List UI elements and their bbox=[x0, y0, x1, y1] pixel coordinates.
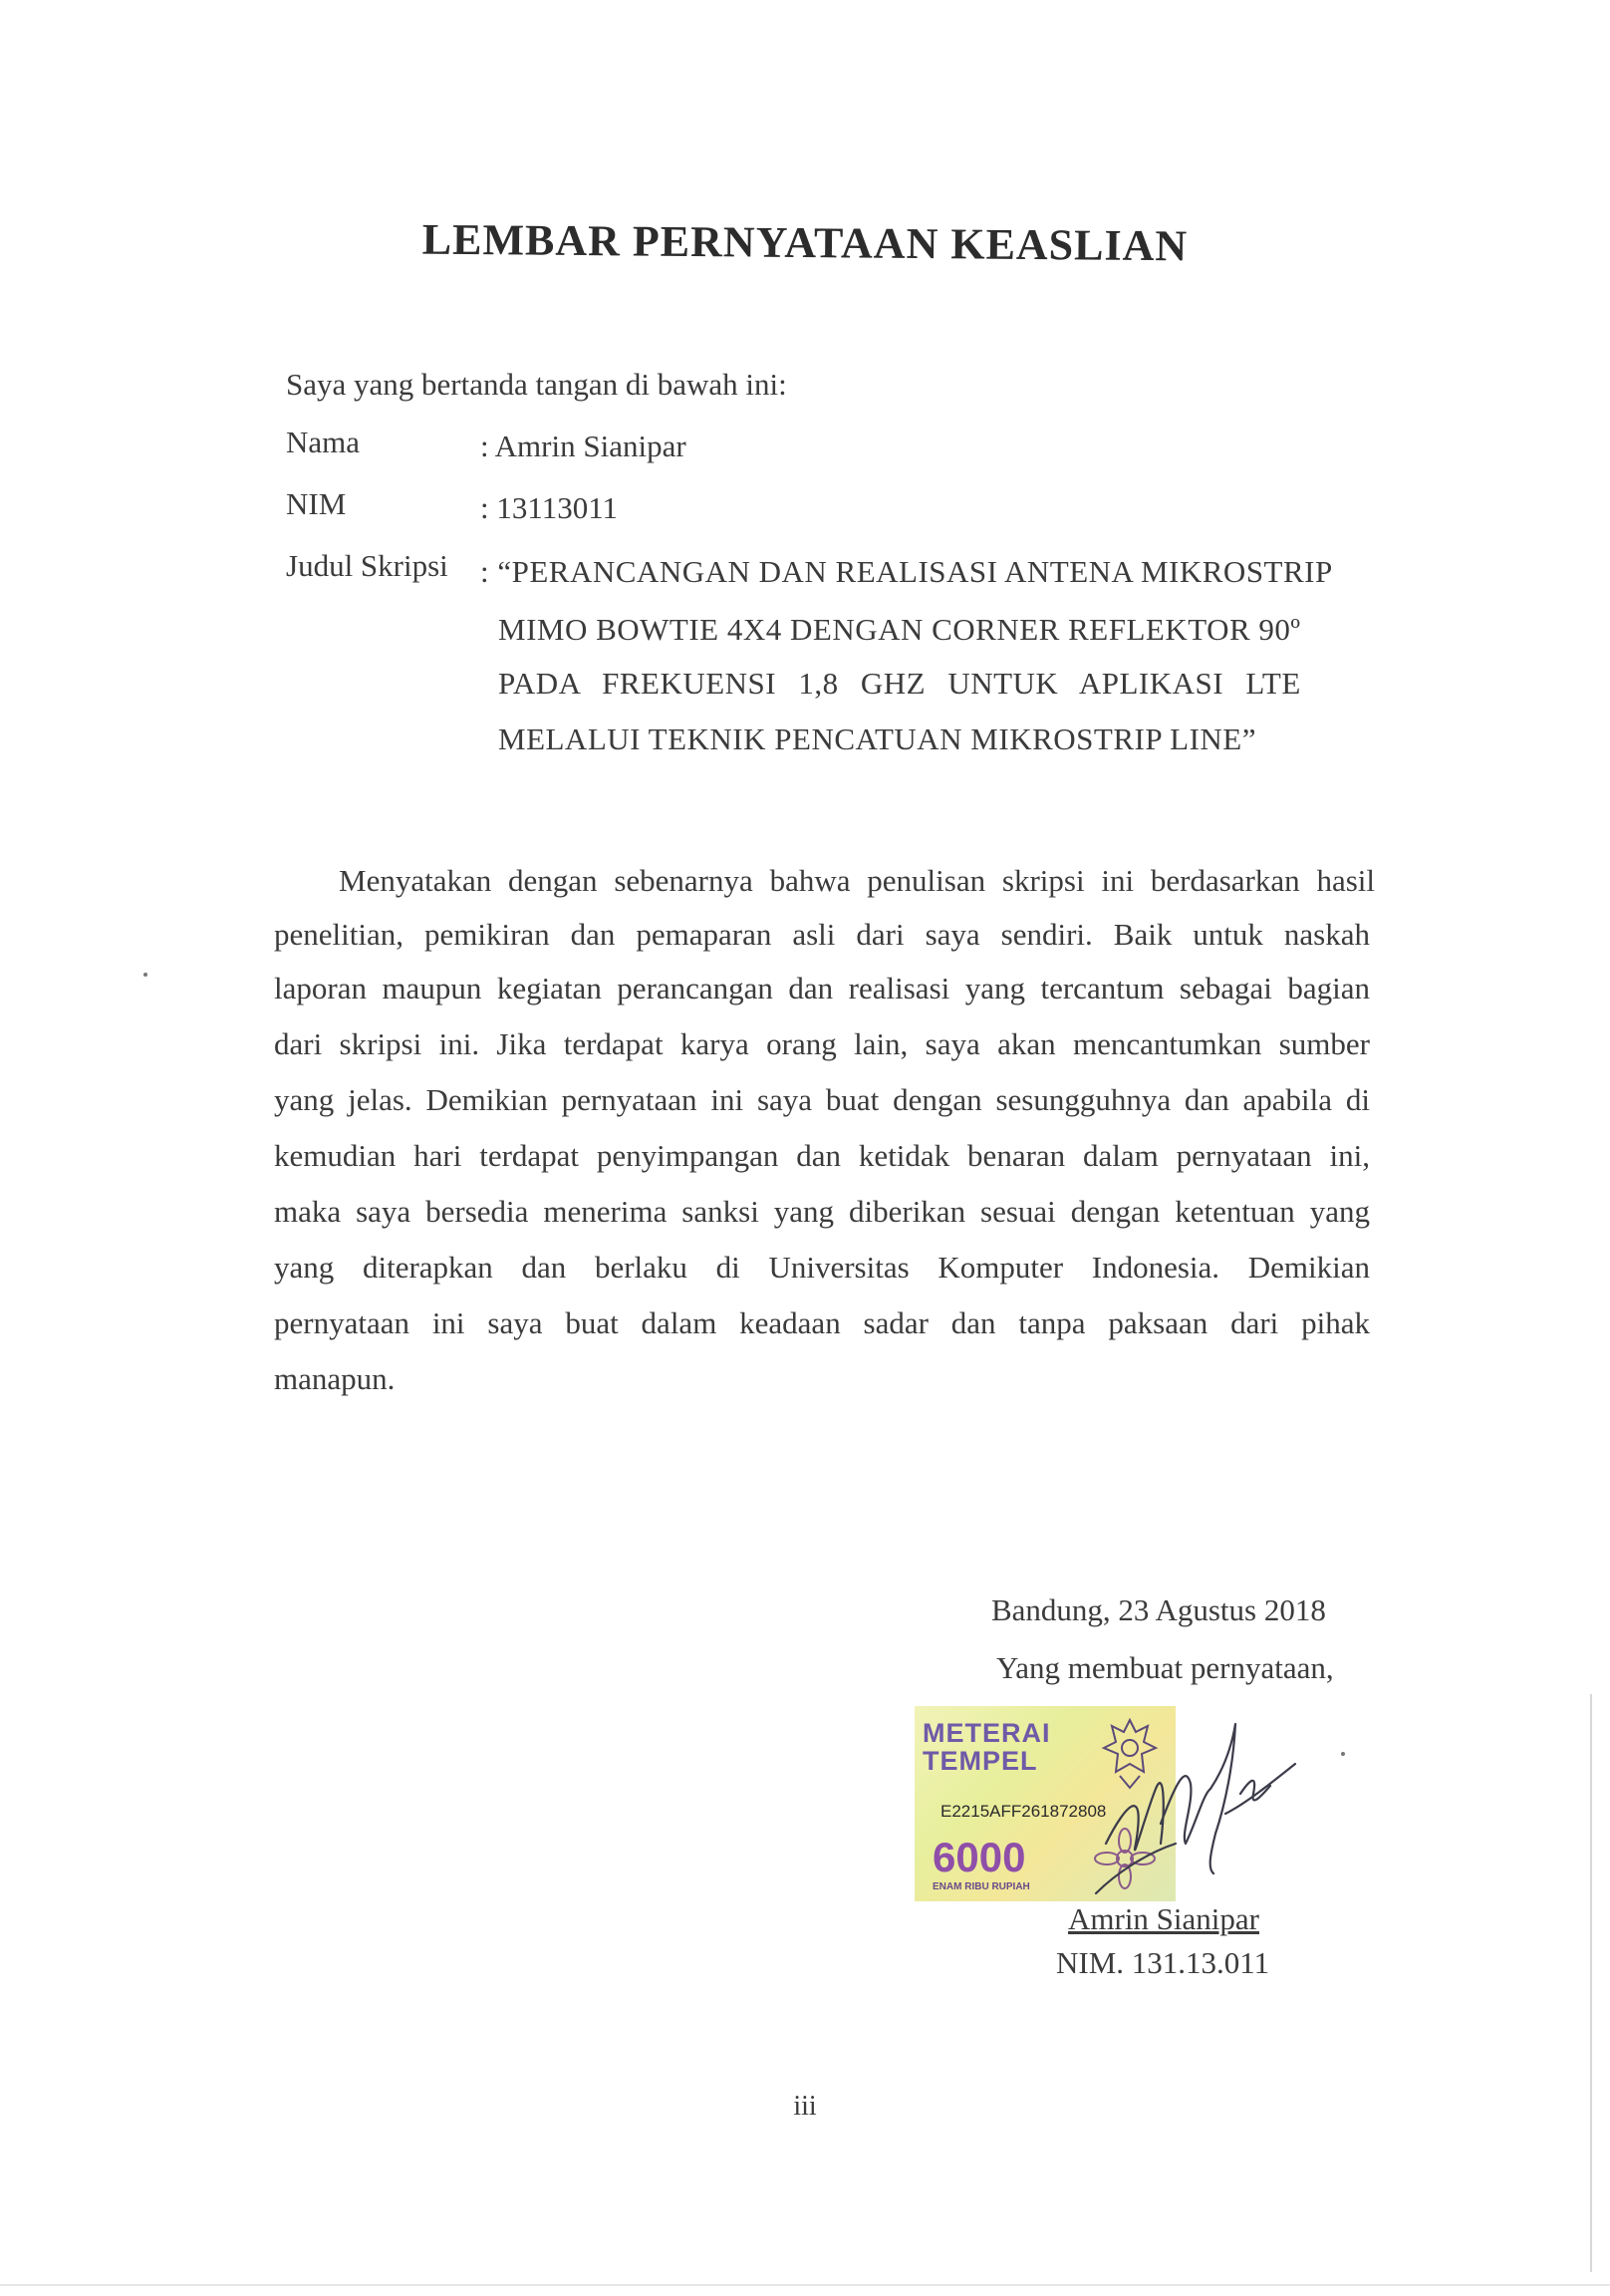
signer-name: Amrin Sianipar bbox=[1068, 1901, 1259, 1936]
stamp-title-line1: METERAI bbox=[923, 1718, 1051, 1748]
statement-line: Menyatakan dengan sebenarnya bahwa penulisan skripsi ini berdasarkan hasil bbox=[339, 863, 1375, 898]
statement-line: kemudian hari terdapat penyimpangan dan ketidak benaran dalam pernyataan ini, bbox=[274, 1138, 1370, 1173]
nim-value: : 13113011 bbox=[480, 490, 619, 525]
scan-edge-line bbox=[1590, 1694, 1592, 2272]
name-value: : Amrin Sianipar bbox=[480, 429, 686, 463]
name-label: Nama bbox=[286, 425, 361, 459]
statement-line: dari skripsi ini. Jika terdapat karya orang lain, saya akan mencantumkan sumber bbox=[274, 1026, 1370, 1061]
statement-line: pernyataan ini saya buat dalam keadaan sadar dan tanpa paksaan dari pihak bbox=[274, 1305, 1370, 1340]
statement-line: maka saya bersedia menerima sanksi yang diberikan sesuai dengan ketentuan yang bbox=[274, 1194, 1370, 1229]
statement-line: yang diterapkan dan berlaku di Universitas Komputer Indonesia. Demikian bbox=[274, 1250, 1370, 1285]
closing-text: Yang membuat pernyataan, bbox=[996, 1650, 1334, 1685]
handwritten-signature bbox=[996, 1694, 1315, 1913]
intro-text: Saya yang bertanda tangan di bawah ini: bbox=[286, 367, 787, 402]
signer-nim: NIM. 131.13.011 bbox=[1056, 1945, 1270, 1980]
statement-line: laporan maupun kegiatan perancangan dan realisasi yang tercantum sebagai bagian bbox=[274, 971, 1370, 1005]
statement-line: yang jelas. Demikian pernyataan ini saya buat dengan sesungguhnya dan apabila di bbox=[274, 1082, 1370, 1117]
nim-label: NIM bbox=[286, 486, 347, 521]
thesis-label: Judul Skripsi bbox=[286, 548, 448, 583]
scan-bottom-edge bbox=[0, 2284, 1610, 2286]
scan-speck bbox=[1341, 1752, 1345, 1756]
scan-speck bbox=[143, 973, 147, 977]
statement-line: penelitian, pemikiran dan pemaparan asli dari saya sendiri. Baik untuk naskah bbox=[274, 917, 1370, 952]
page-number: iii bbox=[793, 2091, 817, 2122]
place-date: Bandung, 23 Agustus 2018 bbox=[991, 1592, 1326, 1627]
thesis-title-line: : “PERANCANGAN DAN REALISASI ANTENA MIKROSTRIP bbox=[480, 554, 1333, 589]
statement-line: manapun. bbox=[274, 1361, 396, 1396]
thesis-title-line: PADA FREKUENSI 1,8 GHZ UNTUK APLIKASI LTE bbox=[498, 666, 1301, 701]
stamp-words: ENAM RIBU RUPIAH bbox=[933, 1881, 1030, 1892]
stamp-serial: E2215AFF261872808 bbox=[940, 1802, 1107, 1821]
stamp-title-line2: TEMPEL bbox=[923, 1746, 1038, 1776]
stamp-value: 6000 bbox=[933, 1834, 1026, 1880]
thesis-title-line: MIMO BOWTIE 4X4 DENGAN CORNER REFLEKTOR 90º bbox=[498, 612, 1301, 647]
document-title: LEMBAR PERNYATAAN KEASLIAN bbox=[421, 214, 1189, 271]
thesis-title-line: MELALUI TEKNIK PENCATUAN MIKROSTRIP LINE” bbox=[498, 721, 1257, 756]
